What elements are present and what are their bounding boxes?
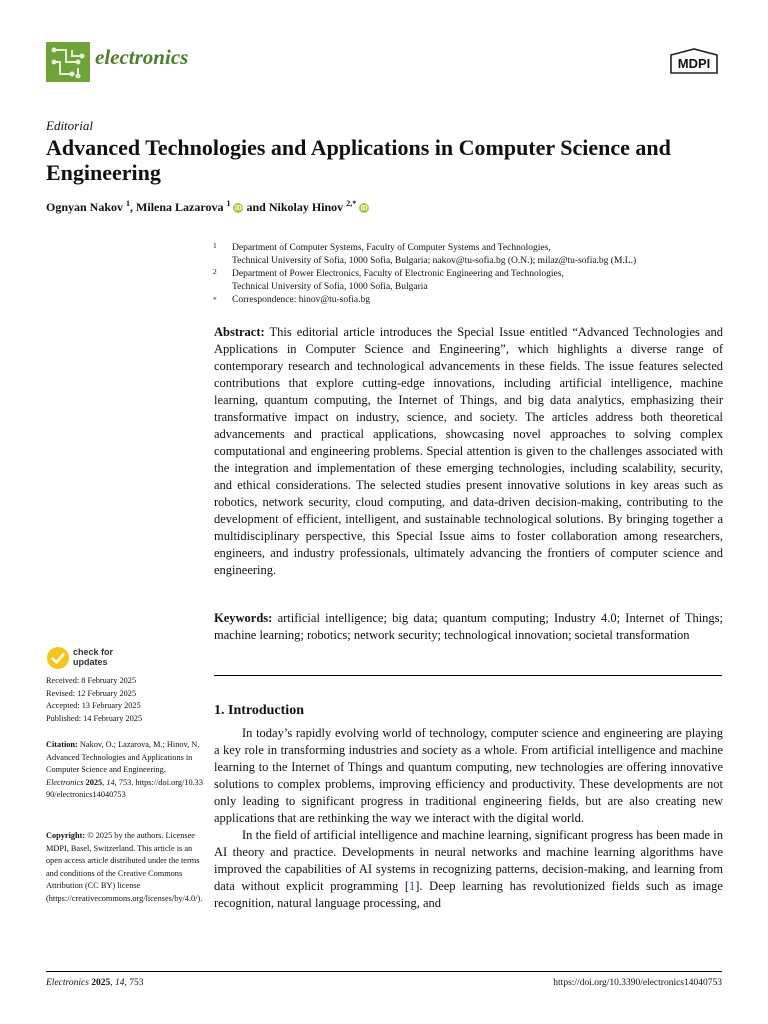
separator: , (130, 200, 137, 214)
divider (214, 675, 722, 676)
citation-block: Citation: Nakov, O.; Lazarova, M.; Hinov, N. Advanced Technologies and Applications in Computer Science and Engineering. Electronics 2025, 14, 753. https://doi.org/10.3390/electronics14040753 (46, 740, 203, 799)
paragraph-text: ]. Deep learning has revolutionized fields such as image recognition, natural language processing, and (214, 879, 723, 910)
journal-logo (46, 42, 90, 82)
copyright-block (46, 830, 204, 905)
revised-date: Revised: 12 February 2025 (46, 688, 137, 698)
orcid-icon[interactable]: iD (234, 204, 242, 212)
dates (46, 675, 204, 725)
author-name[interactable]: Milena Lazarova (136, 200, 224, 214)
citation-year: 2025 (85, 777, 103, 787)
affiliation-line: Technical University of Sofia, 1000 Sofia, Bulgaria (232, 281, 428, 292)
article-title: Advanced Technologies and Applications in Computer Science and Engineering (46, 135, 671, 185)
paragraph: In today’s rapidly evolving world of technology, computer science and engineering are playing a key role in transforming industries and society as a whole. From artificial intelligence and machine learning to the Internet of Things and quantum computing, new technologies are offering innovative solutions to complex problems, improving efficiency and productivity. These developments are not only leading to significant progress in traditional engineering fields, but are also creating new applications that are rethinking the way we interact with the digital world. (214, 726, 723, 825)
section-heading: 1. Introduction (214, 703, 304, 718)
footer-doi[interactable]: https://doi.org/10.3390/electronics14040753 (553, 978, 722, 988)
citation-journal: Electronics (46, 777, 84, 787)
citation-label: Citation: (46, 740, 78, 749)
check-for-updates-badge[interactable] (46, 646, 126, 670)
article-type: Editorial (46, 118, 93, 133)
orcid-icon[interactable]: iD (360, 204, 368, 212)
abstract-label: Abstract: (214, 325, 265, 339)
affiliation-line: Department of Power Electronics, Faculty of Electronic Engineering and Technologies, (232, 269, 564, 279)
copyright-label: Copyright: (46, 831, 86, 840)
keywords-text: artificial intelligence; big data; quantum computing; Industry 4.0; Internet of Things; machine learning; robotics; network security; technological innovation; societal transformation (214, 611, 724, 642)
affiliation (213, 242, 636, 267)
introduction-body (214, 725, 723, 912)
author-name[interactable]: Nikolay Hinov (268, 200, 344, 214)
affiliation-number: * (213, 295, 217, 304)
affiliation-number: 1 (213, 241, 217, 250)
published-date: Published: 14 February 2025 (46, 713, 143, 723)
separator: and (243, 200, 269, 214)
badge-text: check for (73, 647, 114, 657)
affiliation-number: 2 (213, 267, 217, 276)
footer-volume: 14 (115, 978, 125, 988)
citation-doi[interactable]: 753. https://doi.org/10.3390/electronics14040753 (46, 777, 203, 799)
author-affiliation-mark: 1 (126, 199, 131, 208)
received-date: Received: 8 February 2025 (46, 676, 137, 685)
footer-divider (46, 971, 722, 972)
mdpi-logo[interactable] (667, 47, 721, 77)
footer-article-number: 753 (129, 978, 144, 988)
paragraph (214, 827, 723, 912)
correspondence (213, 294, 370, 307)
paragraph-text: In the field of artificial intelligence and machine learning, significant progress has been made in AI theory and practice. Developments in neural networks and machine learning algorithms have improved the capabilities of AI systems in recognizing patterns, decision-making, and learning from data without explicit programming [ (214, 828, 723, 893)
author-affiliation-mark: 2,* (346, 199, 357, 208)
keywords (214, 610, 723, 644)
citation-text: Nakov, O.; Lazarova, M.; Hinov, N. Advanced Technologies and Applications in Computer Science and Engineering. (46, 740, 200, 774)
footer-journal: Electronics (46, 978, 89, 988)
correspondence-line[interactable]: Correspondence: hinov@tu-sofia.bg (232, 295, 371, 305)
check-updates-icon (46, 646, 70, 670)
journal-name[interactable]: electronics (95, 45, 189, 69)
abstract-text: This editorial article introduces the Special Issue entitled “Advanced Technologies and Applications in Computer Science and Engineering”, which highlights a diverse range of contemporary research and technological advancements in these fields. The issue features selected contributions that explore cutting-edge innovations, including artificial intelligence, machine learning, quantum computing, the Internet of Things, and big data analytics, emphasizing their transformative impact on industry, science, and society. The articles address both theoretical advancements and practical applications, showcasing novel approaches to solving complex computational and engineering problems. Special attention is given to the challenges associated with the integration and implementation of these emerging technologies, including scalability, security, and ethical considerations. The selected studies present innovative solutions in key areas such as robotics, network security, cloud computing, and data-driven decision-making, contributing to the development of efficient, intelligent, and sustainable technological solutions. By bringing together a multidisciplinary perspective, this Special Issue aims to foster collaboration among researchers, engineers, and industry professionals, ultimately advancing the frontiers of computer science and engineering. (214, 325, 724, 577)
author-name[interactable]: Ognyan Nakov (46, 200, 124, 214)
affiliation-line: Technical University of Sofia, 1000 Sofia, Bulgaria; nakov@tu-sofia.bg (O.N.); milaz@tu-sofia.bg (M.L.) (232, 255, 637, 266)
copyright-text: © 2025 by the authors. Licensee MDPI, Basel, Switzerland. This article is an open access article distributed under the terms and conditions of the Creative Commons Attribution (CC BY) license (https://creativecommons.org/licenses/by/4.0/). (46, 831, 203, 903)
author-affiliation-mark: 1 (226, 199, 231, 208)
badge-text: updates (73, 657, 108, 667)
publisher-name: MDPI (677, 56, 711, 71)
affiliation (213, 268, 564, 293)
accepted-date: Accepted: 13 February 2025 (46, 701, 141, 710)
affiliation-line: Department of Computer Systems, Faculty of Computer Systems and Technologies, (232, 243, 551, 253)
circuit-icon (46, 42, 90, 82)
footer-citation: Electronics 2025, 14, 753 (46, 978, 144, 988)
author-list (46, 199, 369, 215)
footer-year: 2025 (91, 978, 111, 988)
abstract (214, 324, 723, 579)
keywords-label: Keywords: (214, 611, 273, 625)
citation-link[interactable]: 1 (409, 879, 416, 893)
citation-volume: 14 (106, 777, 115, 787)
